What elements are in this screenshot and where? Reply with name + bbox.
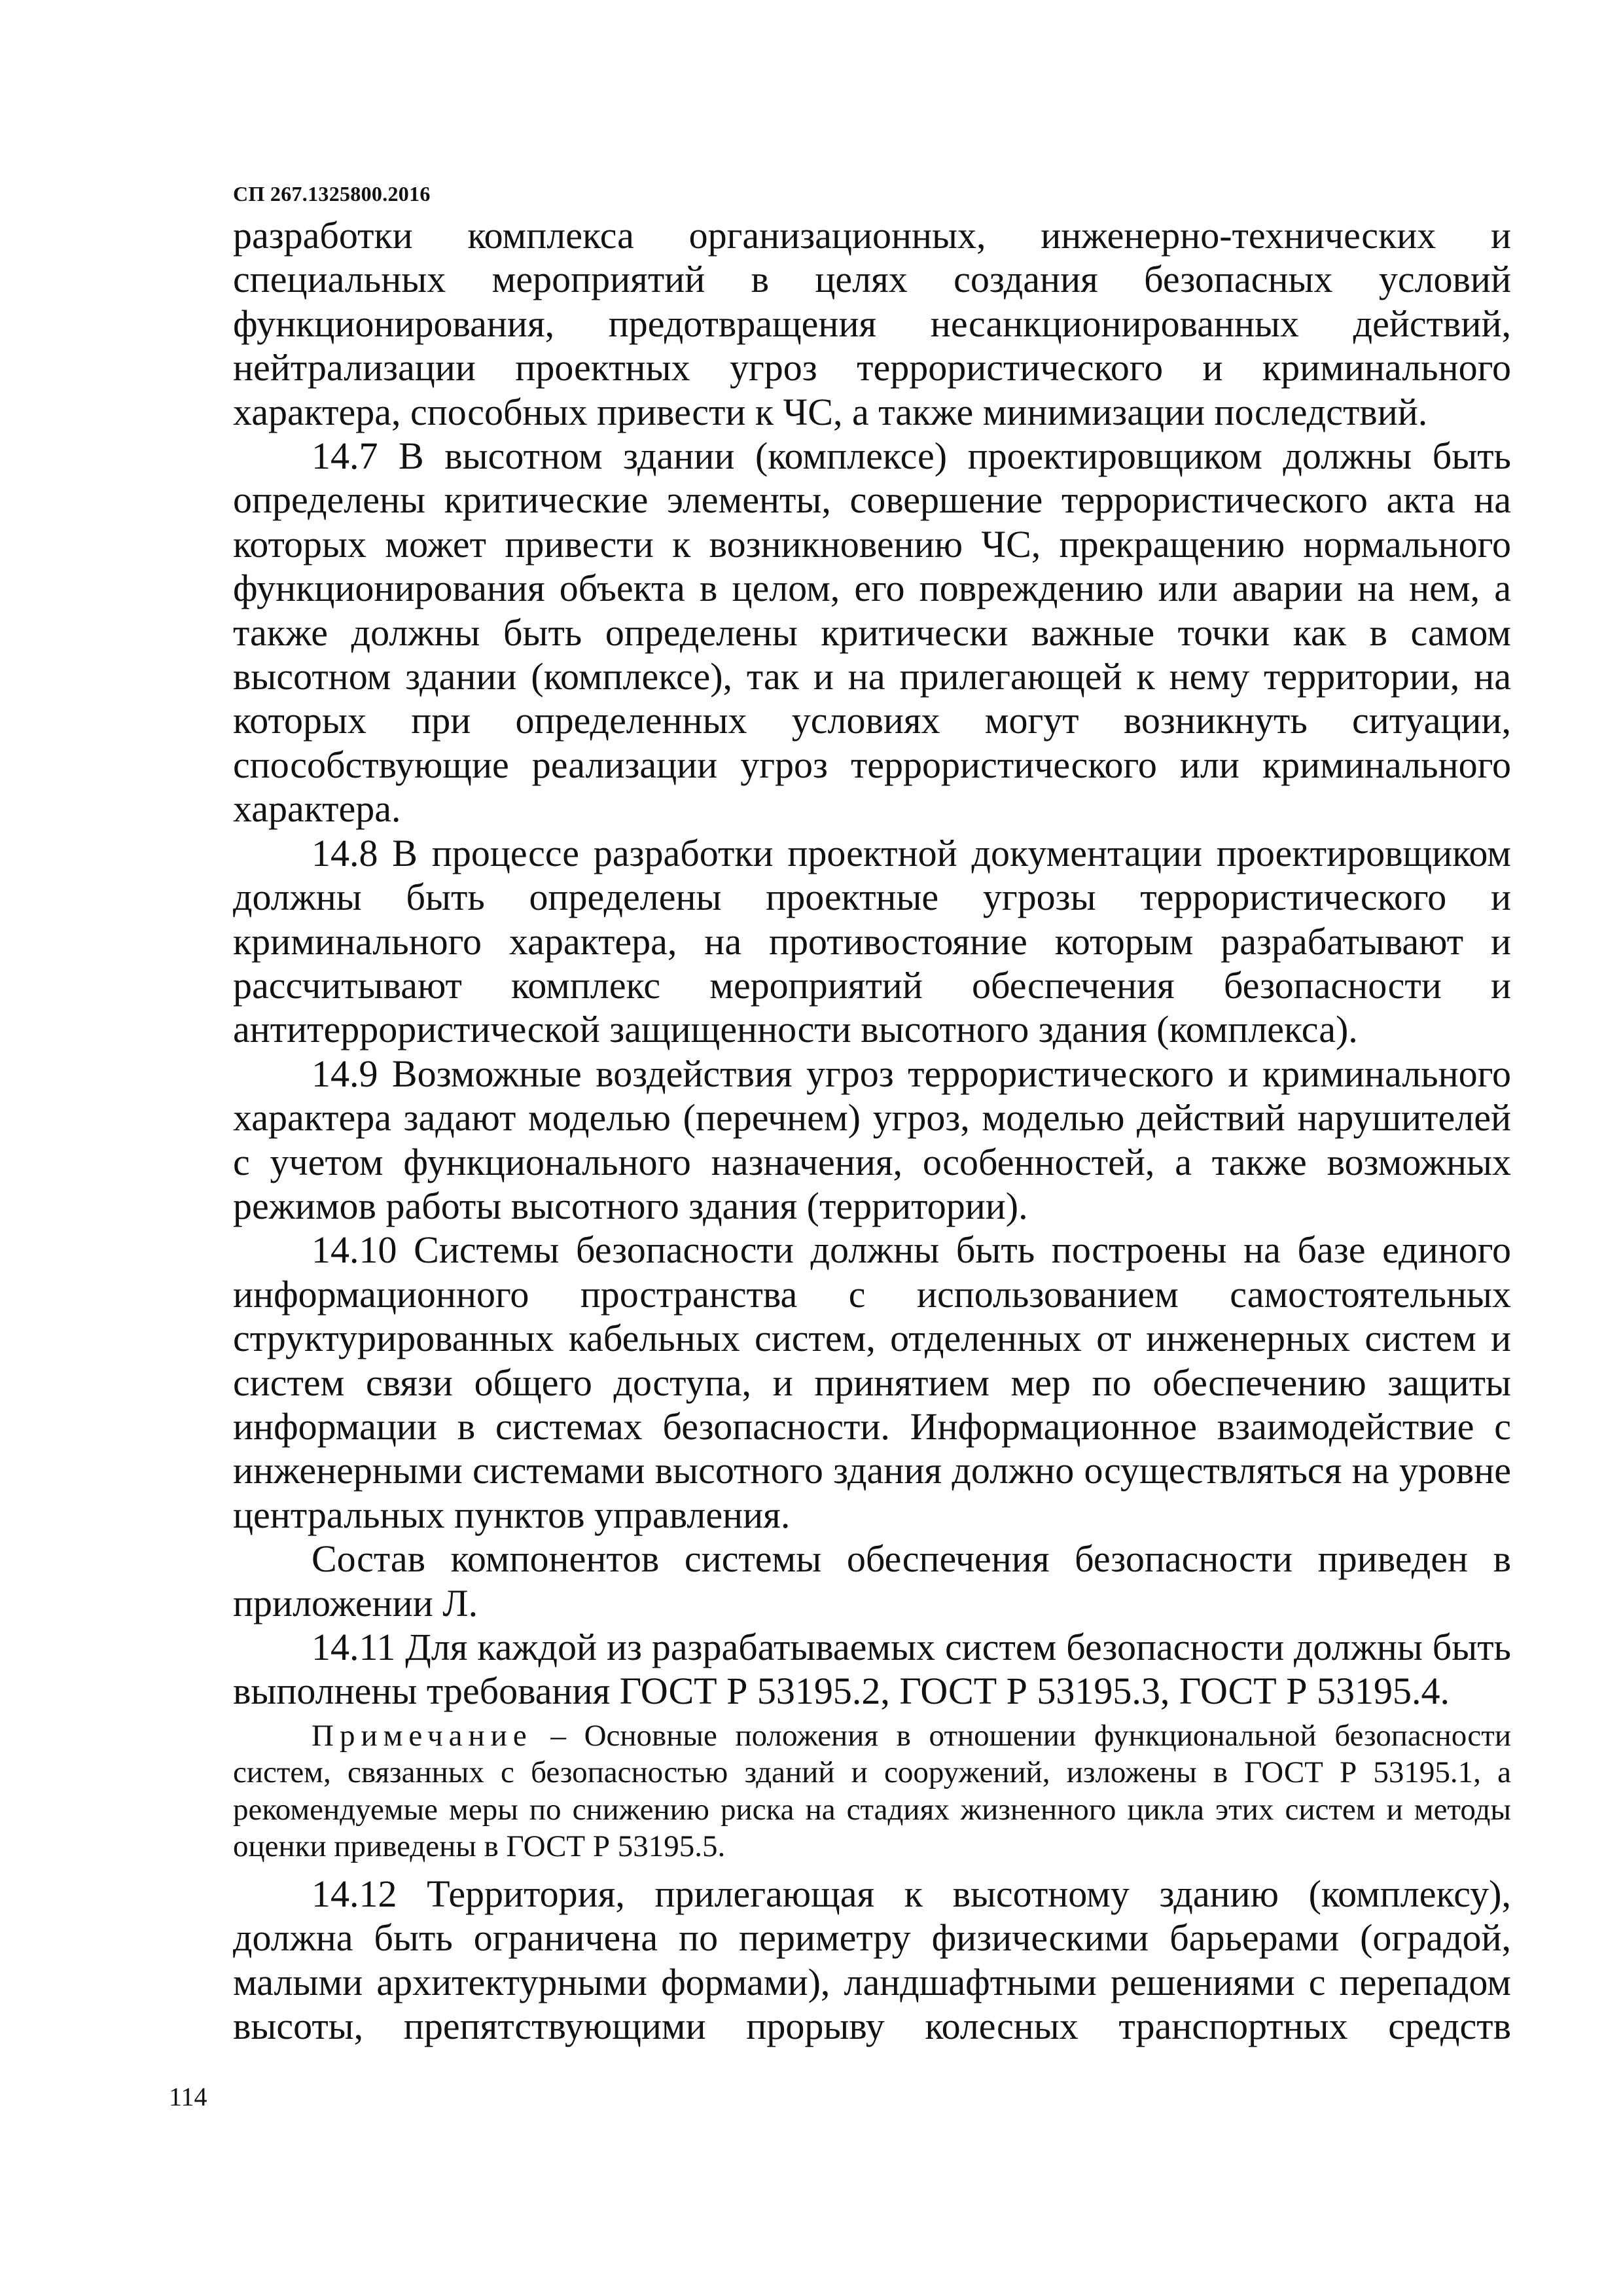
paragraph-14-10: 14.10 Системы безопасности должны быть построены на базе единого информационного пространства с использованием самостоятельных структурированных кабельных систем, отделенных от инженерных систем и систем связи общего доступа, и принятием мер по обеспечению защиты информации в системах безопасности. Информационное взаимодействие с инженерными системами высотного здания должно осуществляться на уровне центральных пунктов управления. [233,1229,1511,1536]
paragraph-14-7: 14.7 В высотном здании (комплексе) проектировщиком должны быть определены критические элементы, совершение террористического акта на которых может привести к возникновению ЧС, прекращению нормального функционирования объекта в целом, его повреждению или аварии на нем, а также должны быть определены критически важные точки как в самом высотном здании (комплексе), так и на прилегающей к нему территории, на которых при определенных условиях могут возникнуть ситуации, способствующие реализации угроз террористического или криминального характера. [233,435,1511,831]
paragraph-14-9: 14.9 Возможные воздействия угроз террористического и криминального характера задают моделью (перечнем) угроз, моделью действий нарушителей с учетом функционального назначения, особенностей, а также возможных режимов работы высотного здания (территории). [233,1052,1511,1227]
document-page [233,177,1511,2048]
paragraph-14-11: 14.11 Для каждой из разрабатываемых систем безопасности должны быть выполнены требования ГОСТ Р 53195.2, ГОСТ Р 53195.3, ГОСТ Р 53195.4. [233,1626,1511,1713]
note-text: – Основные положения в отношении функциональной безопасности систем, связанных с безопасностью зданий и сооружений, изложены в ГОСТ Р 53195.1, а рекомендуемые меры по снижению риска на стадиях жизненного цикла этих систем и методы оценки приведены в ГОСТ Р 53195.5. [233,1718,1511,1864]
note-block [233,1717,1511,1865]
page-number: 114 [169,2082,207,2111]
document-code-header: СП 267.1325800.2016 [233,182,431,206]
note-label: Примечание [312,1718,533,1753]
paragraph-14-12: 14.12 Территория, прилегающая к высотному зданию (комплексу), должна быть ограничена по периметру физическими барьерами (оградой, малыми архитектурными формами), ландшафтными решениями с перепадом высоты, препятствующими прорыву колесных транспортных средств [233,1872,1511,2048]
paragraph-14-8: 14.8 В процессе разработки проектной документации проектировщиком должны быть определены проектные угрозы террористического и криминального характера, на противостояние которым разрабатывают и рассчитывают комплекс мероприятий обеспечения безопасности и антитеррористической защищенности высотного здания (комплекса). [233,831,1511,1051]
paragraph-continuation: разработки комплекса организационных, инженерно-технических и специальных мероприятий в целях создания безопасных условий функционирования, предотвращения несанкционированных действий, нейтрализации проектных угроз террористического и криминального характера, способных привести к ЧС, а также минимизации последствий. [233,214,1511,433]
paragraph-components: Состав компонентов системы обеспечения безопасности приведен в приложении Л. [233,1537,1511,1624]
